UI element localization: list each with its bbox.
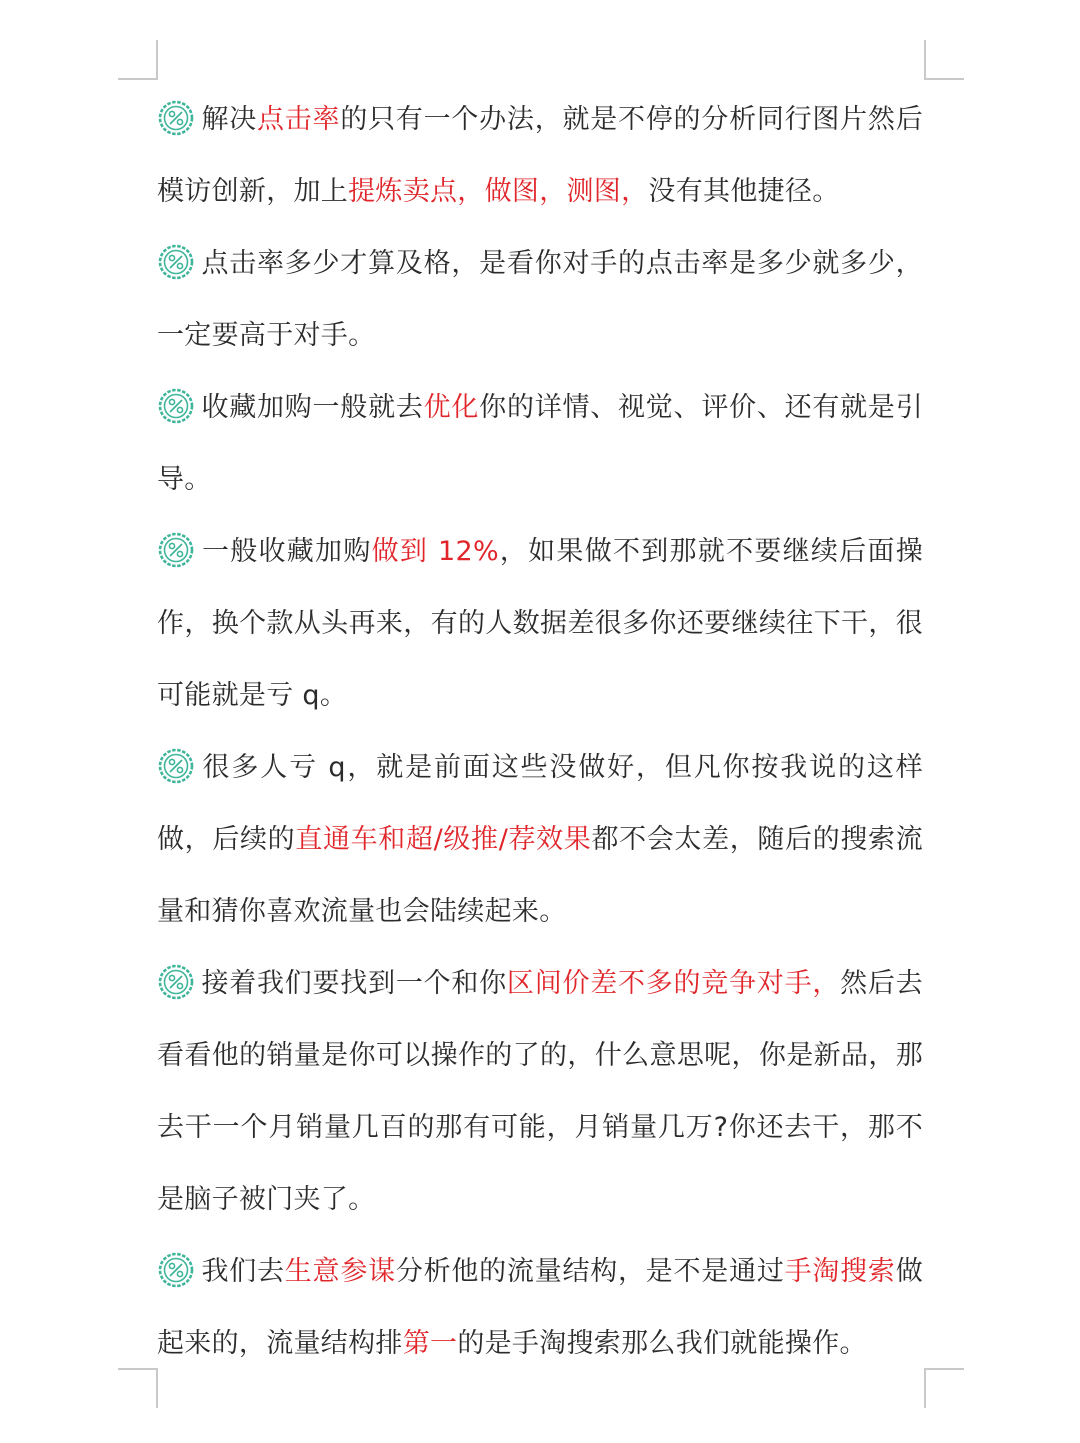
paragraph-5: [157, 732, 923, 948]
text-run: 点击率多少才算及格，是看你对手的点击率是多少就多少，一定要高于对手。: [157, 248, 923, 351]
text-run: 解决: [201, 104, 258, 135]
text-run: 都不会太差，随后的搜索流量和猜你喜欢流量也会陆续起来。: [157, 824, 924, 927]
paragraph-7: [157, 1236, 923, 1380]
text-run: 的是手淘搜索那么我们就能操作。: [457, 1328, 867, 1359]
text-run: ，如果做不到那就不要继续后面操作，换个款从头再来，有的人数据差很多你还要继续往下干，很可能就是亏 q。: [157, 536, 923, 711]
percent-badge-icon: [157, 387, 195, 425]
percent-badge-icon: [157, 243, 195, 281]
highlight-text: 优化: [423, 392, 480, 423]
text-run: 你的详情、视觉、评价、还有就是引导。: [157, 392, 923, 495]
text-run: 我们去: [201, 1256, 285, 1287]
highlight-text: 第一: [402, 1328, 458, 1359]
highlight-text: 直通车和超/级推/荐效果: [295, 824, 592, 855]
highlight-text: 点击率: [257, 104, 341, 135]
highlight-text: 区间价差不多的竞争对手，: [506, 968, 841, 999]
paragraph-4: [157, 516, 923, 732]
highlight-text: 提炼卖点，做图，测图，: [348, 176, 649, 207]
percent-badge-icon: [157, 99, 195, 137]
percent-badge-icon: [157, 963, 195, 1001]
highlight-text: 生意参谋: [284, 1256, 396, 1287]
paragraph-2: [157, 228, 923, 372]
text-run: 很多人亏 q，就是前面这些没做好，但凡你按我说的这样做，后续的: [157, 752, 923, 855]
text-run: 收藏加购一般就去: [201, 392, 424, 423]
text-run: 一般收藏加购: [201, 536, 372, 567]
text-run: 然后去看看他的销量是你可以操作的了的，什么意思呢，你是新品，那去干一个月销量几百的那有可能，月销量几万?你还去干，那不是脑子被门夹了。: [157, 968, 923, 1215]
page-corner-mark-top-left: [118, 40, 158, 80]
text-run: 没有其他捷径。: [648, 176, 840, 207]
paragraph-6: [157, 948, 923, 1236]
page-corner-mark-top-right: [924, 40, 964, 80]
page-corner-mark-bottom-left: [118, 1368, 158, 1408]
text-run: 做起来的，流量结构排: [157, 1256, 924, 1359]
percent-badge-icon: [157, 747, 195, 785]
text-run: 接着我们要找到一个和你: [201, 968, 507, 999]
paragraph-1: [157, 84, 923, 228]
paragraph-3: [157, 372, 923, 516]
highlight-text: 手淘搜索: [784, 1256, 896, 1287]
percent-badge-icon: [157, 1251, 195, 1289]
page-corner-mark-bottom-right: [924, 1368, 964, 1408]
text-run: 分析他的流量结构，是不是通过: [395, 1256, 785, 1287]
document-body: [157, 84, 923, 1380]
text-run: 的只有一个办法，就是不停的分析同行图片然后模访创新，加上: [157, 104, 923, 207]
highlight-text: 做到 12%: [371, 536, 499, 567]
percent-badge-icon: [157, 531, 195, 569]
